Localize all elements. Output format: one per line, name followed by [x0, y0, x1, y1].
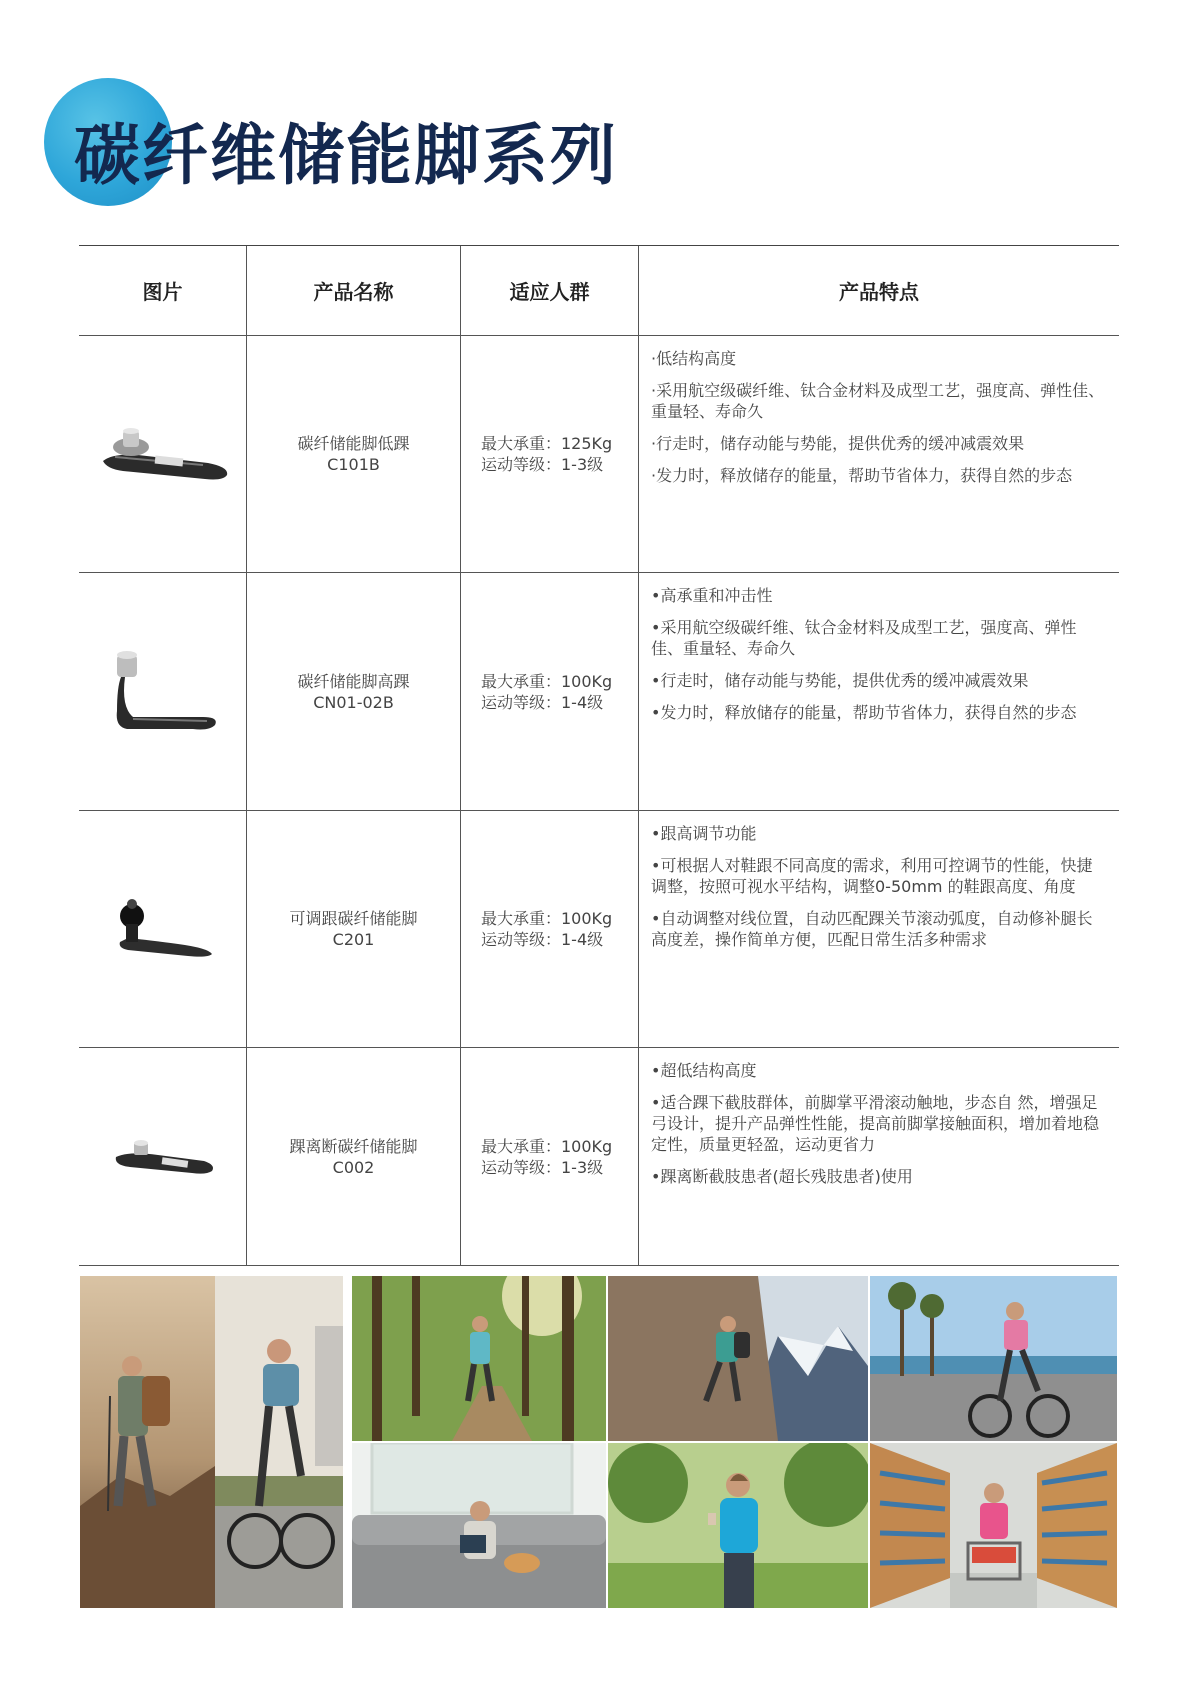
photo-rock-climber	[608, 1276, 868, 1441]
page-title: 碳纤维储能脚系列	[74, 117, 618, 194]
max-load: 最大承重：125Kg	[481, 434, 613, 453]
product-name: 碳纤储能脚高踝	[297, 671, 410, 691]
target-users-cell	[461, 811, 639, 1047]
product-model: C101B	[327, 455, 380, 474]
features-cell	[639, 336, 1119, 572]
feature-item: •踝离断截肢患者(超长残肢患者)使用	[651, 1167, 913, 1186]
feature-item: •高承重和冲击性	[651, 586, 773, 605]
feature-item: ·采用航空级碳纤维、钛合金材料及成型工艺，强度高、弹性佳、重量轻、寿命久	[651, 381, 1105, 421]
target-users-cell	[461, 336, 639, 572]
feature-item: •跟高调节功能	[651, 824, 757, 843]
photo-forest-runner	[352, 1276, 606, 1441]
photo-cyclist	[215, 1276, 343, 1608]
activity-level: 运动等级：1-4级	[481, 930, 604, 949]
feature-item: ·行走时，储存动能与势能，提供优秀的缓冲减震效果	[651, 434, 1025, 453]
feature-item: ·低结构高度	[651, 349, 737, 368]
table-row	[79, 336, 1119, 573]
feature-item: ·发力时，释放储存的能量，帮助节省体力，获得自然的步态	[651, 466, 1073, 485]
target-users-cell	[461, 573, 639, 810]
photo-walking-with-coffee	[608, 1443, 868, 1608]
product-image-cell	[79, 573, 247, 810]
header-image: 图片	[79, 246, 247, 335]
header-target-users: 适应人群	[461, 246, 639, 335]
photo-reading-on-sofa	[352, 1443, 606, 1608]
photo-hiker	[80, 1276, 215, 1608]
table-row	[79, 811, 1119, 1048]
photo-supermarket	[870, 1443, 1117, 1608]
feature-item: •发力时，释放储存的能量，帮助节省体力，获得自然的步态	[651, 703, 1077, 722]
feature-item: •自动调整对线位置，自动匹配踝关节滚动弧度，自动修补腿长高度差，操作简单方便，匹配日常生活多种需求	[651, 909, 1093, 949]
product-image-cell	[79, 1048, 247, 1265]
prosthetic-foot-adjustable-heel-image	[108, 894, 218, 964]
table-row	[79, 1048, 1119, 1266]
prosthetic-foot-high-ankle-image	[103, 647, 223, 737]
title-banner	[0, 0, 1191, 230]
target-users-cell	[461, 1048, 639, 1265]
product-name: 可调跟碳纤储能脚	[289, 909, 418, 928]
activity-level: 运动等级：1-4级	[481, 692, 604, 712]
product-name-cell	[247, 811, 461, 1047]
table-row	[79, 573, 1119, 811]
product-model: CN01-02B	[313, 692, 394, 712]
product-image-cell	[79, 336, 247, 572]
table-header	[79, 246, 1119, 336]
product-name: 碳纤储能脚低踝	[297, 434, 410, 453]
header-features: 产品特点	[839, 280, 919, 304]
photo-beach-cyclist	[870, 1276, 1117, 1441]
product-name: 踝离断碳纤储能脚	[289, 1136, 418, 1156]
activity-level: 运动等级：1-3级	[481, 455, 604, 474]
feature-item: •超低结构高度	[651, 1061, 757, 1080]
product-name-cell	[247, 573, 461, 810]
features-cell	[639, 811, 1119, 1047]
feature-item: •采用航空级碳纤维、钛合金材料及成型工艺，强度高、弹性佳、重量轻、寿命久	[651, 618, 1077, 658]
product-image-cell	[79, 811, 247, 1047]
product-name-cell	[247, 1048, 461, 1265]
features-cell	[639, 573, 1119, 810]
product-model: C201	[332, 930, 375, 949]
feature-item: •可根据人对鞋跟不同高度的需求，利用可控调节的性能，快捷调整，按照可视水平结构，调整0-50mm 的鞋跟高度、角度	[651, 856, 1093, 896]
max-load: 最大承重：100Kg	[481, 1136, 613, 1156]
prosthetic-foot-low-ankle-image	[93, 419, 233, 489]
feature-item: •行走时，储存动能与势能，提供优秀的缓冲减震效果	[651, 671, 1029, 690]
header-product-name: 产品名称	[247, 246, 461, 335]
max-load: 最大承重：100Kg	[481, 909, 613, 928]
max-load: 最大承重：100Kg	[481, 671, 613, 691]
product-table	[79, 245, 1119, 1266]
feature-item: •适合踝下截肢群体，前脚掌平滑滚动触地，步态自 然，增强足弓设计，提升产品弹性性能，提高前脚掌接触面积，增加着地稳定性，质量更轻盈，运动更省力	[651, 1093, 1100, 1154]
product-name-cell	[247, 336, 461, 572]
product-model: C002	[332, 1157, 375, 1177]
prosthetic-foot-ankle-disarticulation-image	[108, 1127, 218, 1187]
features-cell	[639, 1048, 1119, 1265]
activity-level: 运动等级：1-3级	[481, 1157, 604, 1177]
